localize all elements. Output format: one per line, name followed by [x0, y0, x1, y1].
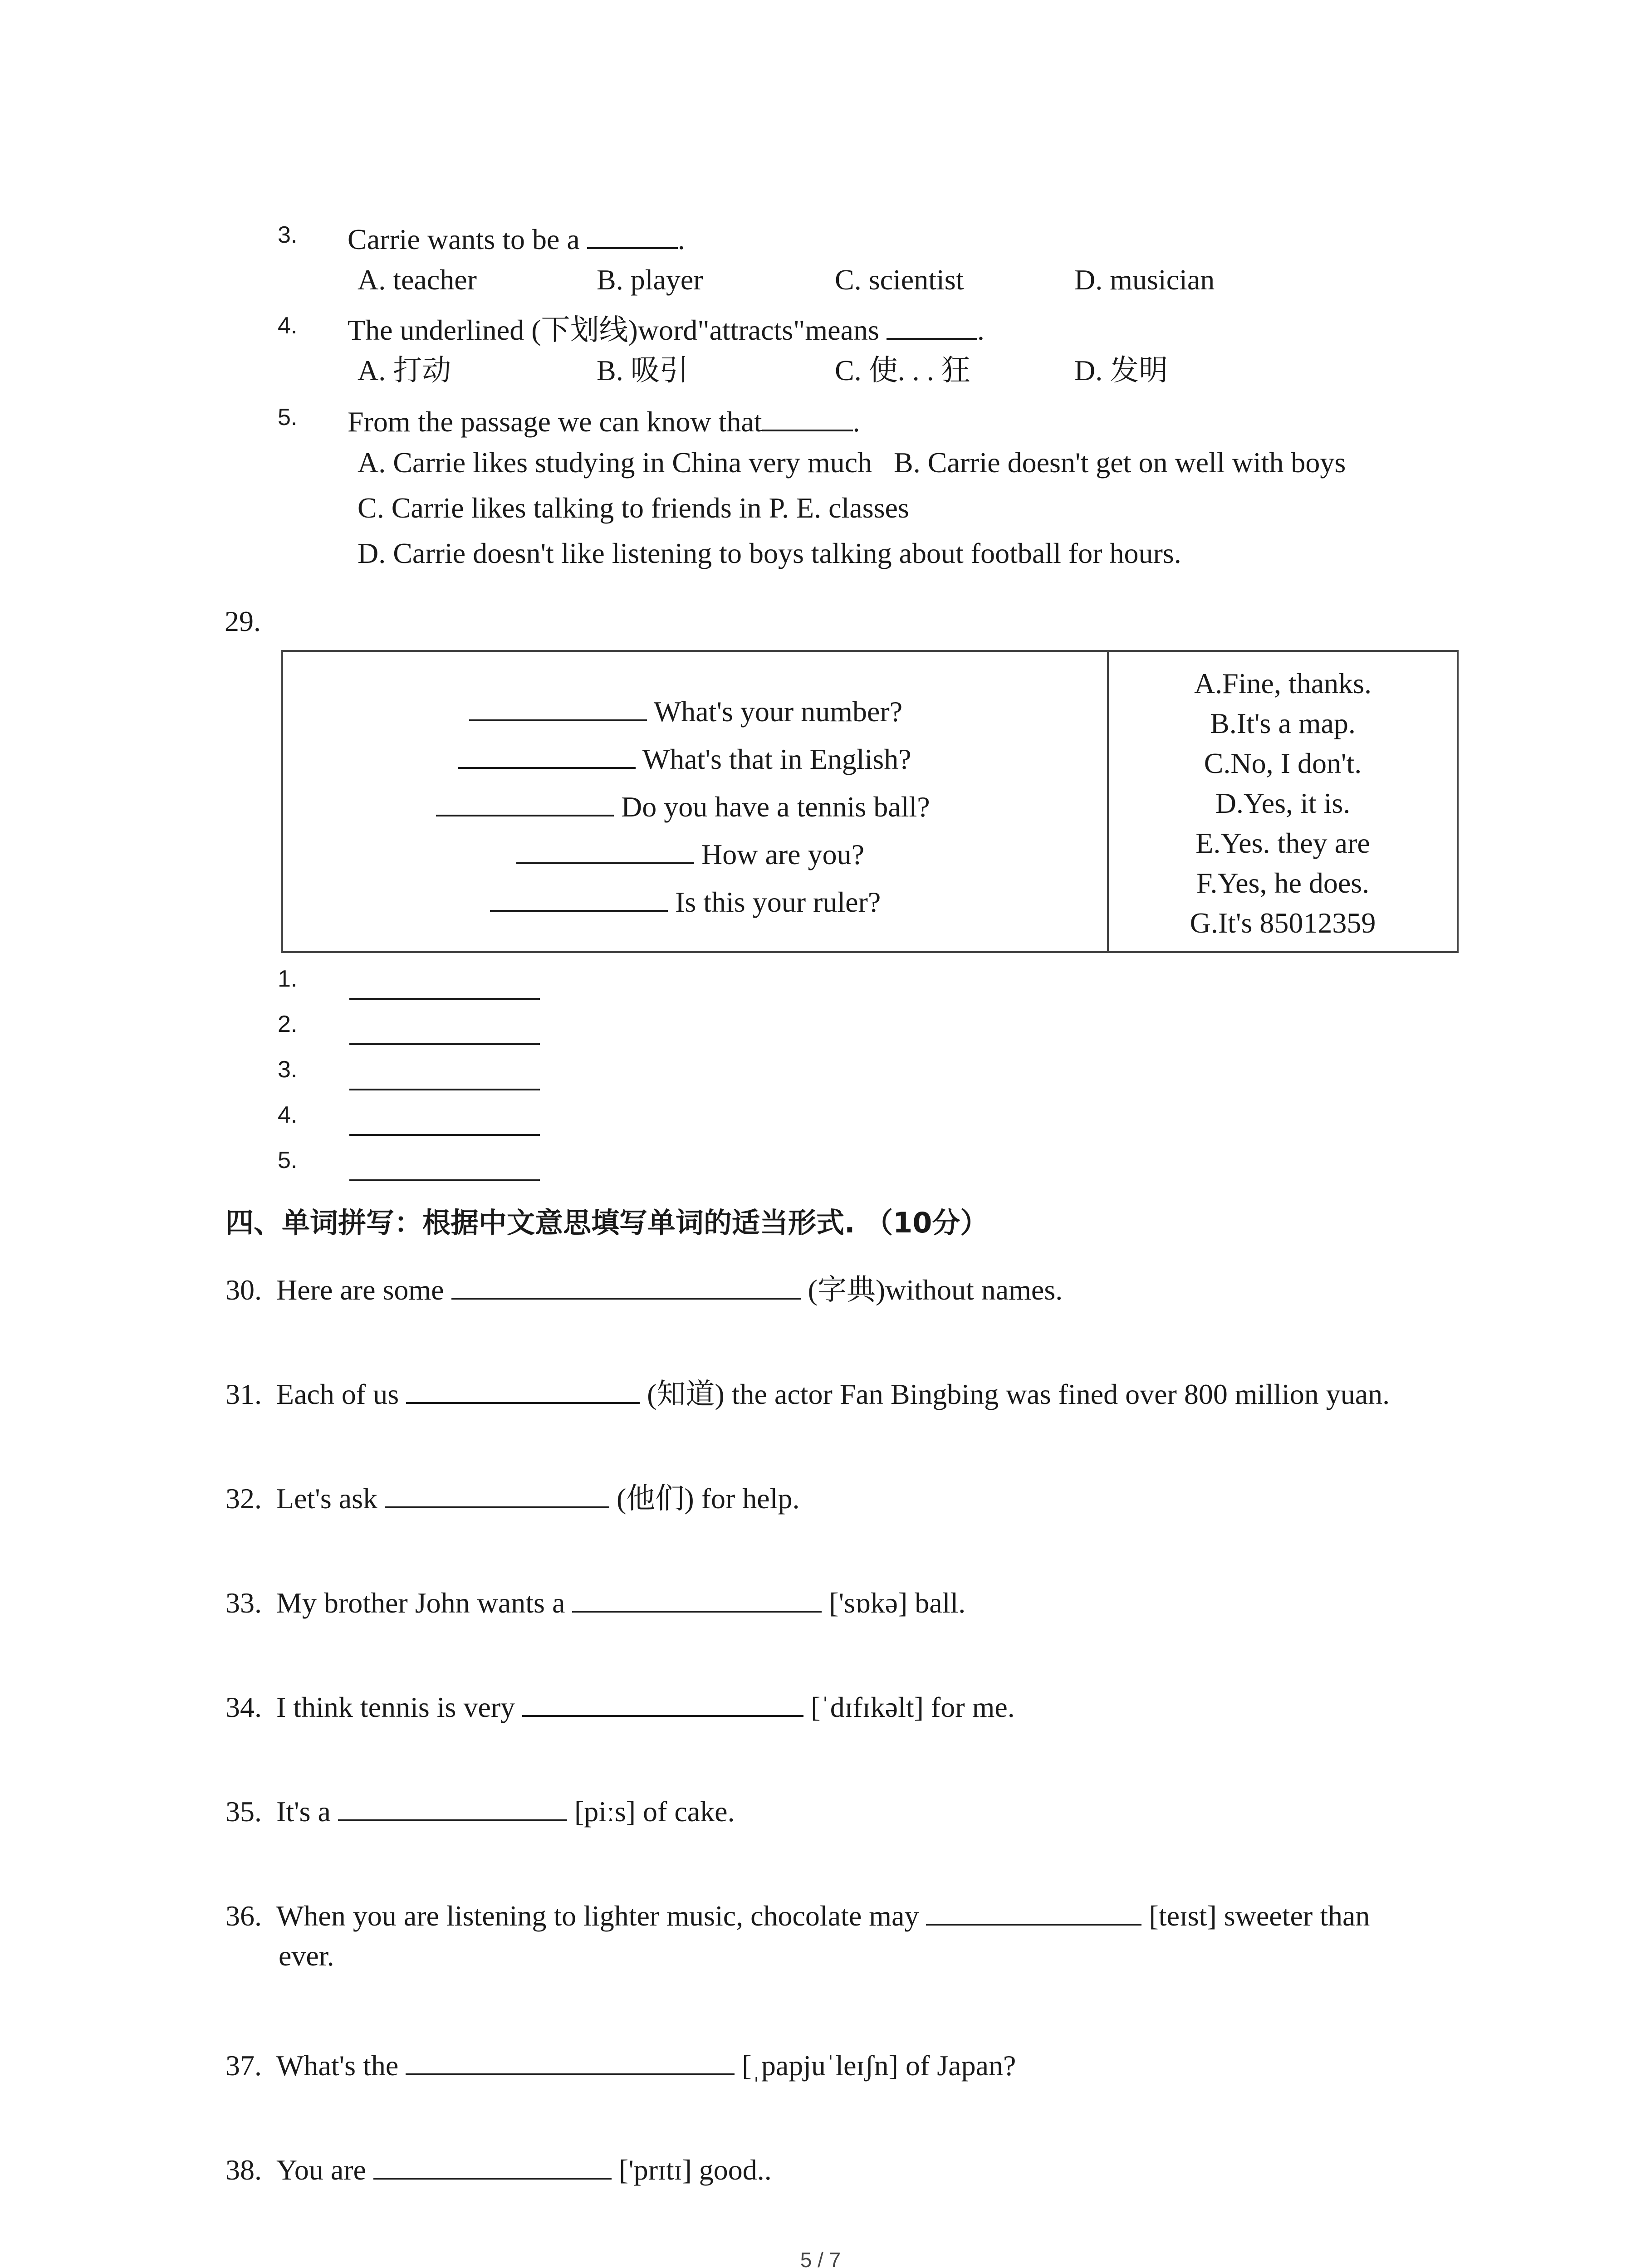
item-text: What's the	[276, 2049, 406, 2082]
item-text-after: (知道) the actor Fan Bingbing was fined over 800 million yuan.	[640, 1378, 1390, 1410]
blank-number: 3.	[278, 1056, 298, 1083]
item-text-after: [piːs] of cake.	[567, 1795, 735, 1828]
item-text-after: ['prɪtɪ] good..	[611, 2153, 772, 2186]
answer-option: E.Yes. they are	[1195, 827, 1370, 859]
question-number: 5.	[278, 404, 298, 430]
answer-option: B.It's a map.	[1210, 707, 1356, 739]
question-text: Do you have a tennis ball?	[621, 790, 930, 823]
stem-end: .	[852, 405, 860, 438]
item-text: Let's ask	[276, 1482, 385, 1515]
dialogue-question	[516, 835, 864, 869]
section-heading: 四、单词拼写：根据中文意思填写单词的适当形式. （10分）	[225, 1206, 989, 1239]
stem-end: .	[677, 223, 685, 255]
page-number: 5 / 7	[800, 2248, 841, 2268]
item-text: Each of us	[276, 1378, 407, 1410]
answer-line[interactable]	[349, 1157, 540, 1181]
answer-blank[interactable]	[406, 1374, 640, 1404]
answer-blank[interactable]	[406, 2046, 735, 2075]
answer-line[interactable]	[349, 1111, 540, 1136]
item-text-after: [teɪst] sweeter than	[1141, 1899, 1370, 1932]
question-stem	[348, 402, 860, 436]
item-number: 31.	[225, 1378, 262, 1410]
fill-item	[225, 1896, 1370, 1931]
answer-option: D.Yes, it is.	[1215, 787, 1351, 819]
answer-option: F.Yes, he does.	[1196, 867, 1370, 899]
answer-blank[interactable]	[522, 1687, 803, 1717]
blank-number: 1.	[278, 966, 298, 992]
item-number: 30.	[225, 1273, 262, 1306]
item-number: 35.	[225, 1795, 262, 1828]
answer-blank[interactable]	[490, 882, 668, 912]
blank-number: 2.	[278, 1011, 298, 1037]
fill-item	[225, 2046, 1016, 2080]
option-b[interactable]: B. player	[597, 264, 703, 296]
item-text-after: [ˌpapjuˈleɪʃn] of Japan?	[735, 2049, 1016, 2082]
item-text: It's a	[276, 1795, 338, 1828]
option-line[interactable]: A. Carrie likes studying in China very much B. Carrie doesn't get on well with boys	[358, 446, 1346, 479]
option-a[interactable]: A. 打动	[358, 354, 451, 386]
item-number: 38.	[225, 2153, 262, 2186]
answer-line[interactable]	[349, 1021, 540, 1045]
question-text: What's that in English?	[642, 743, 911, 775]
option-d[interactable]: D. musician	[1074, 264, 1215, 296]
item-continuation: ever.	[279, 1940, 334, 1972]
item-text: When you are listening to lighter music, chocolate may	[276, 1899, 926, 1932]
option-line[interactable]: D. Carrie doesn't like listening to boys talking about football for hours.	[358, 537, 1181, 569]
item-text-after: ['sɒkə] ball.	[822, 1586, 966, 1619]
question-number: 4.	[278, 313, 298, 339]
answer-line[interactable]	[349, 975, 540, 1000]
answer-line[interactable]	[349, 1066, 540, 1090]
answer-blank[interactable]	[373, 2150, 612, 2180]
option-a[interactable]: A. teacher	[358, 264, 477, 296]
fill-item	[225, 1479, 799, 1513]
item-number: 36.	[225, 1899, 262, 1932]
item-text: I think tennis is very	[276, 1691, 523, 1723]
answer-blank[interactable]	[458, 739, 636, 769]
stem-text: From the passage we can know that	[348, 405, 762, 438]
answer-blank[interactable]	[436, 787, 614, 816]
answer-blank[interactable]	[516, 835, 694, 864]
item-number: 33.	[225, 1586, 262, 1619]
dialogue-question	[436, 787, 930, 821]
item-text: My brother John wants a	[276, 1586, 573, 1619]
dialogue-question	[458, 739, 911, 774]
fill-item	[225, 2150, 772, 2185]
fill-item	[225, 1270, 1063, 1305]
matching-table	[281, 650, 1459, 953]
answer-blank[interactable]	[572, 1583, 822, 1613]
item-number: 34.	[225, 1691, 262, 1723]
question-text: What's your number?	[653, 695, 903, 728]
answer-blank[interactable]	[587, 220, 678, 249]
stem-text: Carrie wants to be a	[348, 223, 587, 255]
dialogue-question	[469, 692, 902, 726]
item-text-after: (他们) for help.	[609, 1482, 800, 1515]
blank-number: 5.	[278, 1147, 298, 1173]
answer-blank[interactable]	[451, 1270, 801, 1300]
stem-end: .	[977, 313, 985, 346]
question-text: Is this your ruler?	[675, 885, 881, 918]
dialogue-question	[490, 882, 881, 917]
question-number: 29.	[225, 605, 261, 637]
item-number: 37.	[225, 2049, 262, 2082]
fill-item	[225, 1374, 1390, 1409]
answer-blank[interactable]	[762, 402, 853, 431]
answer-blank[interactable]	[887, 310, 977, 340]
option-d[interactable]: D. 发明	[1074, 354, 1168, 386]
option-line[interactable]: C. Carrie likes talking to friends in P. E. classes	[358, 492, 909, 524]
answer-blank[interactable]	[385, 1479, 609, 1508]
answer-option: C.No, I don't.	[1204, 747, 1362, 779]
item-text: Here are some	[276, 1273, 451, 1306]
item-text-after: (字典)without names.	[800, 1273, 1063, 1306]
option-b[interactable]: B. 吸引	[597, 354, 689, 386]
answer-blank[interactable]	[926, 1896, 1141, 1926]
stem-text: The underlined (下划线)word"attracts"means	[348, 313, 887, 346]
fill-item	[225, 1792, 735, 1826]
blank-number: 4.	[278, 1102, 298, 1128]
question-stem	[348, 310, 985, 345]
option-c[interactable]: C. 使. . . 狂	[835, 354, 970, 386]
question-number: 3.	[278, 222, 298, 248]
item-number: 32.	[225, 1482, 262, 1515]
question-text: How are you?	[701, 838, 864, 870]
question-stem	[348, 220, 685, 254]
answer-option: G.It's 85012359	[1190, 907, 1376, 939]
answer-blank[interactable]	[338, 1792, 567, 1821]
item-text-after: [ˈdɪfɪkəlt] for me.	[803, 1691, 1015, 1723]
answer-option: A.Fine, thanks.	[1194, 667, 1372, 699]
fill-item	[225, 1583, 965, 1618]
answer-blank[interactable]	[469, 692, 647, 721]
fill-item	[225, 1687, 1015, 1722]
item-text: You are	[276, 2153, 373, 2186]
option-c[interactable]: C. scientist	[835, 264, 964, 296]
